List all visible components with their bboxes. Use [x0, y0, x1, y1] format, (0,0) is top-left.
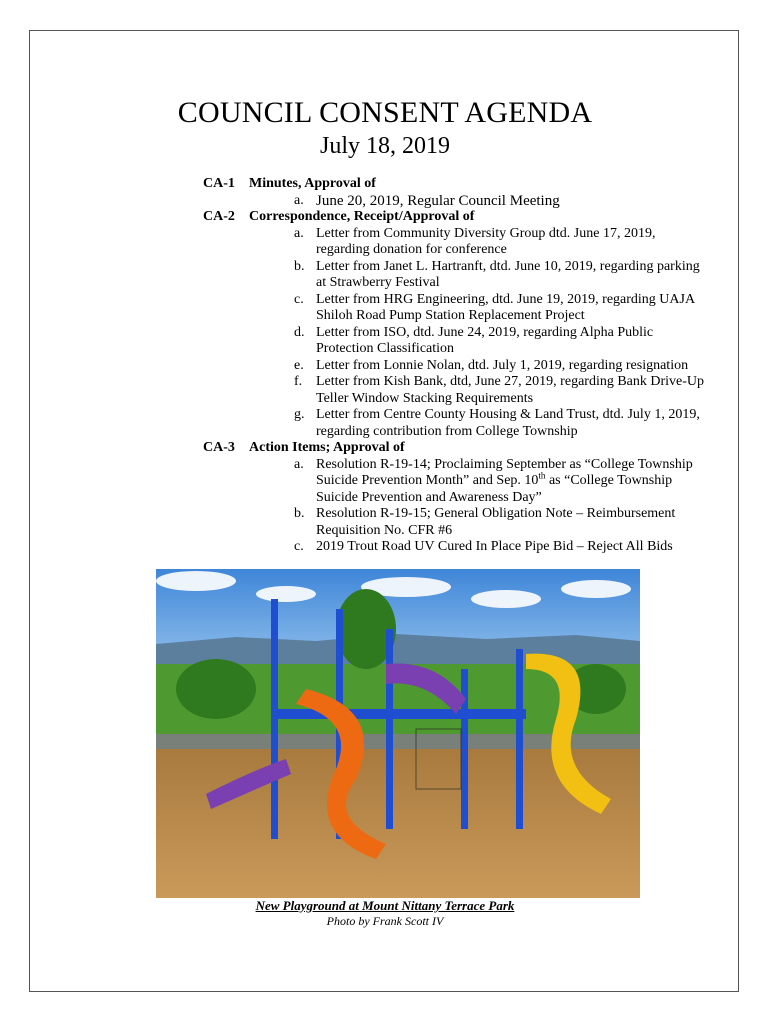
list-item	[203, 374, 723, 407]
list-item	[203, 506, 723, 539]
list-item	[203, 358, 723, 375]
section-code: CA-2	[203, 209, 235, 224]
item-text: June 20, 2019, Regular Council Meeting	[316, 192, 560, 209]
item-text	[316, 457, 706, 507]
section-code: CA-3	[203, 440, 235, 455]
section-ca1	[203, 176, 723, 193]
item-letter: a.	[294, 225, 304, 241]
list-item	[203, 226, 723, 259]
playground-photo	[156, 569, 640, 898]
list-item	[203, 539, 723, 556]
section-ca2	[203, 209, 723, 226]
item-text: 2019 Trout Road UV Cured In Place Pipe Bid – Reject All Bids	[316, 539, 673, 554]
item-letter: e.	[294, 357, 304, 373]
list-item	[203, 407, 723, 440]
item-text-part: as “College Township Suicide Prevention and Awareness Day”	[316, 473, 673, 505]
item-text: Letter from ISO, dtd. June 24, 2019, regarding Alpha Public Protection Classification	[316, 324, 654, 356]
item-letter: d.	[294, 324, 305, 340]
item-text: Letter from Community Diversity Group dtd. June 17, 2019, regarding donation for conference	[316, 225, 656, 257]
section-heading: Minutes, Approval of	[249, 176, 376, 191]
item-letter: c.	[294, 291, 304, 307]
section-ca3	[203, 440, 723, 457]
list-item	[203, 325, 723, 358]
list-item	[203, 193, 723, 210]
item-text: Letter from HRG Engineering, dtd. June 19, 2019, regarding UAJA Shiloh Road Pump Station Replacement Project	[316, 291, 695, 323]
list-item	[203, 292, 723, 325]
playground-illustration	[156, 569, 640, 898]
photo-credit: Photo by Frank Scott IV	[326, 914, 444, 928]
list-item	[203, 457, 723, 507]
agenda-list	[203, 176, 723, 556]
superscript: th	[538, 470, 546, 481]
item-letter: a.	[294, 456, 304, 472]
item-text: Letter from Centre County Housing & Land Trust, dtd. July 1, 2019, regarding contribution from College Township	[316, 407, 700, 439]
item-letter: b.	[294, 506, 305, 521]
list-item	[203, 259, 723, 292]
page-title: COUNCIL CONSENT AGENDA	[177, 96, 593, 129]
item-text: Letter from Lonnie Nolan, dtd. July 1, 2019, regarding resignation	[316, 357, 689, 373]
section-code: CA-1	[203, 176, 235, 191]
item-letter: b.	[294, 258, 305, 274]
item-text-part: Resolution R-19-14; Proclaiming September as “College Township Suicide Prevention Month” and Sep. 10	[316, 456, 693, 488]
item-text: Letter from Janet L. Hartranft, dtd. June 10, 2019, regarding parking at Strawberry Festival	[316, 258, 700, 290]
item-text: Resolution R-19-15; General Obligation Note – Reimbursement Requisition No. CFR #6	[316, 506, 676, 538]
item-letter: f.	[294, 374, 303, 389]
item-letter: c.	[294, 539, 304, 554]
section-heading: Action Items; Approval of	[249, 440, 405, 455]
photo-caption: New Playground at Mount Nittany Terrace Park	[255, 898, 515, 913]
agenda-date: July 18, 2019	[319, 133, 450, 159]
item-text: Letter from Kish Bank, dtd, June 27, 2019, regarding Bank Drive-Up Teller Window Stacking Requirements	[316, 374, 705, 406]
section-heading: Correspondence, Receipt/Approval of	[249, 209, 475, 224]
item-letter: a.	[294, 192, 304, 208]
deck	[276, 709, 526, 719]
item-letter: g.	[294, 407, 305, 422]
